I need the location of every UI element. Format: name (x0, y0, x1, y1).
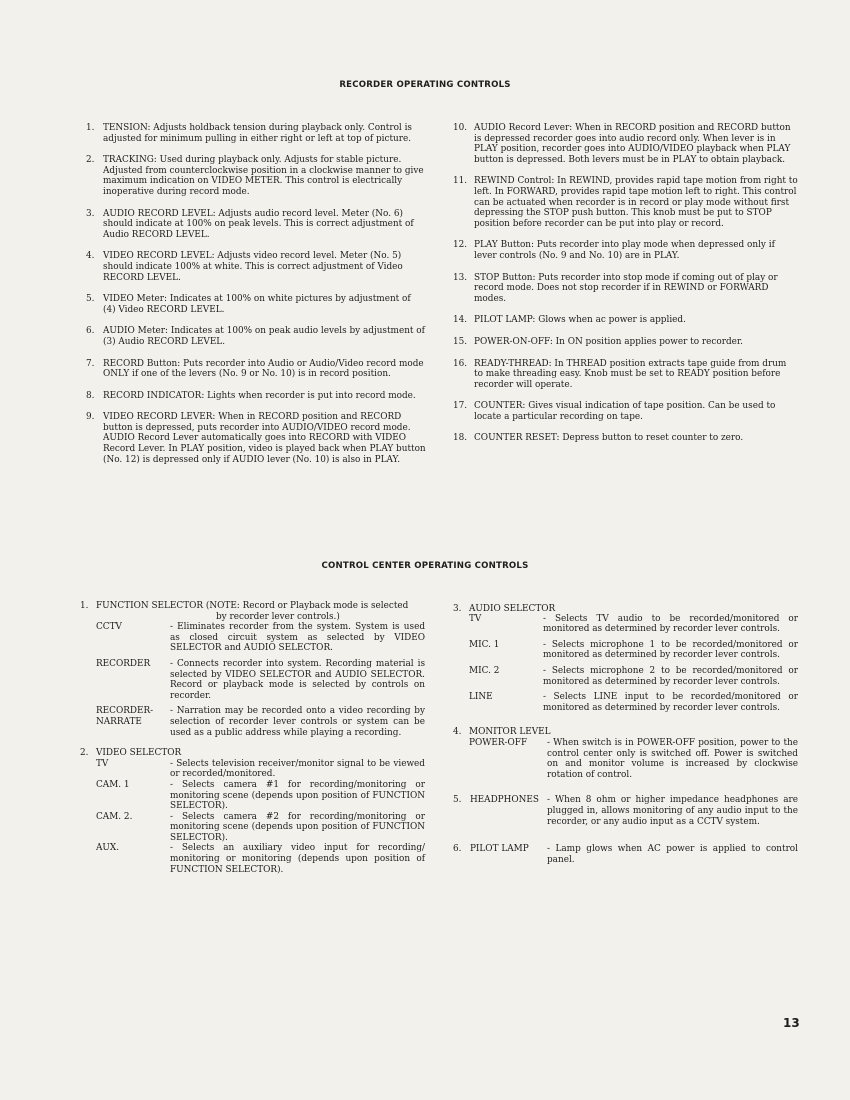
recorder-item-7 (86, 359, 426, 380)
item-number: 12. (453, 240, 468, 251)
page-number: 13 (783, 1016, 800, 1030)
recorder-item-8 (86, 391, 426, 402)
item-number: 5. (86, 294, 95, 305)
item-text: POWER-ON-OFF: In ON position applies power to recorder. (474, 336, 743, 347)
recorder-item-11 (453, 176, 798, 229)
monitor-level-title: 4. MONITOR LEVEL (453, 727, 551, 738)
item-text: AUDIO Meter: Indicates at 100% on peak audio levels by adjustment of (3) Audio RECORD LEVEL. (103, 326, 425, 347)
item-number: 4. (453, 727, 462, 738)
recorder-item-13 (453, 273, 798, 305)
recorder-item-6 (86, 326, 426, 347)
item-number: 7. (86, 358, 95, 369)
item-text: COUNTER RESET: Depress button to reset counter to zero. (474, 433, 744, 444)
item-text: AUDIO Record Lever: When in RECORD position and RECORD button is depressed recorder goes into audio record only. When lever is in PLAY position, recorder goes into AUDIO/VIDEO playback when PLAY button is depressed. Both levers must be in PLAY to obtain playback. (474, 123, 791, 165)
video-entry-aux: AUX. - Selects an auxiliary video input for recording/ monitoring or monitoring (depends upon position of FUNCTION SELECTOR). (96, 843, 425, 875)
function-selector-note-continued: by recorder lever controls.) (216, 611, 340, 622)
item-text: VIDEO RECORD LEVER: When in RECORD position and RECORD button is depressed, puts recorder into AUDIO/VIDEO record mode. AUDIO Record Lever automatically goes into RECORD with VIDEO Record Lever. In PLAY position, video is played back when PLAY button (No. 12) is depressed only if AUDIO lever (No. 10) is also in PLAY. (103, 412, 426, 465)
recorder-item-16 (453, 359, 798, 391)
item-number: 15. (453, 336, 468, 347)
item-number: 17. (453, 401, 468, 412)
item-number: 8. (86, 390, 95, 401)
recorder-item-2 (86, 155, 426, 197)
video-selector (80, 748, 425, 875)
item-number: 6. (453, 844, 462, 855)
recorder-item-1 (86, 123, 426, 144)
item-number: 1. (86, 123, 95, 133)
pilot-lamp-entry: 6. PILOT LAMP - Lamp glows when AC power is applied to control panel. (453, 844, 798, 865)
control-center-left-column (80, 601, 425, 875)
item-number: 1. (80, 601, 89, 611)
audio-entry-tv: TV - Selects TV audio to be recorded/monitored or monitored as determined by recorder lever controls. (469, 613, 798, 635)
video-entry-tv: TV - Selects television receiver/monitor signal to be viewed or recorded/monitored. (96, 758, 425, 780)
recorder-item-12 (453, 240, 798, 261)
item-text: REWIND Control: In REWIND, provides rapid tape motion from right to left. In FORWARD, provides rapid tape motion left to right. This control can be actuated when recorder is in record or play mode without first depressing the STOP push button. This knob must be put to STOP position before recorder can be put into play or record. (474, 176, 798, 229)
item-text: COUNTER: Gives visual indication of tape position. Can be used to locate a particular recording on tape. (474, 401, 776, 422)
item-number: 10. (453, 123, 468, 133)
video-entry-cam1: CAM. 1 - Selects camera #1 for recording/monitoring or monitoring scene (depends upon position of FUNCTION SELECTOR). (96, 779, 425, 812)
recorder-item-5 (86, 294, 426, 315)
recorder-controls-heading: RECORDER OPERATING CONTROLS (339, 80, 511, 90)
item-number: 18. (453, 433, 468, 444)
function-entry-recorder: RECORDER - Connects recorder into system. Recording material is selected by VIDEO SELECTOR and AUDIO SELECTOR. Record or playback mode is selected by controls on recorder. (96, 658, 425, 701)
item-text: RECORD Button: Puts recorder into Audio or Audio/Video record mode ONLY if one of the levers (No. 9 or No. 10) is in record position. (103, 358, 424, 380)
item-text: VIDEO Meter: Indicates at 100% on white pictures by adjustment of (4) Video RECORD LEVEL. (103, 294, 411, 315)
headphones-entry: 5. HEADPHONES - When 8 ohm or higher impedance headphones are plugged in, allows monitoring of any audio input to the recorder, or any audio input as a CCTV system. (453, 795, 798, 827)
recorder-item-4 (86, 251, 426, 283)
item-number: 14. (453, 315, 468, 326)
item-number: 13. (453, 272, 468, 283)
item-number: 5. (453, 795, 462, 806)
audio-entry-line: LINE - Selects LINE input to be recorded/monitored or monitored as determined by recorder lever controls. (469, 692, 798, 713)
recorder-right-column (453, 123, 798, 444)
item-text: TENSION: Adjusts holdback tension during playback only. Control is adjusted for minimum pulling in either right or left at top of picture. (103, 123, 412, 144)
item-number: 3. (86, 208, 95, 219)
item-number: 2. (86, 155, 95, 166)
function-selector-title: 1. FUNCTION SELECTOR (NOTE: Record or Playback mode is selected (80, 601, 409, 611)
recorder-left-column (86, 123, 426, 465)
monitor-level (453, 727, 798, 780)
function-selector (80, 601, 425, 738)
recorder-item-17 (453, 401, 798, 422)
recorder-item-18 (453, 433, 798, 444)
item-number: 4. (86, 251, 95, 262)
label-line-1: RECORDER- (96, 706, 154, 717)
item-number: 6. (86, 326, 95, 337)
item-number: 9. (86, 412, 95, 423)
item-text: RECORD INDICATOR: Lights when recorder is put into record mode. (103, 390, 416, 401)
recorder-item-15 (453, 337, 798, 348)
monitor-entry-power-off: POWER-OFF - When switch is in POWER-OFF position, power to the control center only is switched off. Power is switched on and monitor volume is increased by clockwise rotation of control. (469, 737, 798, 780)
video-selector-title: 2. VIDEO SELECTOR (80, 748, 182, 759)
audio-selector (453, 604, 798, 713)
function-entry-cctv: CCTV - Eliminates recorder from the system. System is used as closed circuit system as selected by VIDEO SELECTOR and AUDIO SELECTOR. (96, 622, 425, 654)
item-number: 3. (453, 604, 462, 614)
video-entry-cam2: CAM. 2. - Selects camera #2 for recording/monitoring or monitoring scene (depends upon position of FUNCTION SELECTOR). (96, 811, 425, 843)
function-entry-recorder-narrate: RECORDER- NARRATE - Narration may be recorded onto a video recording by selection of recorder lever controls or system can be used as a public address while playing a recording. (96, 706, 425, 738)
recorder-item-3 (86, 209, 426, 241)
label-line-2: NARRATE (96, 716, 142, 727)
item-text: VIDEO RECORD LEVEL: Adjusts video record level. Meter (No. 5) should indicate 100% at white. This is correct adjustment of Video RECORD LEVEL. (103, 251, 403, 283)
recorder-item-9 (86, 412, 426, 465)
item-number: 11. (453, 176, 468, 187)
item-text: AUDIO RECORD LEVEL: Adjusts audio record level. Meter (No. 6) should indicate at 100% on peak levels. This is correct adjustment of Audio RECORD LEVEL. (103, 208, 414, 240)
audio-entry-mic2: MIC. 2 - Selects microphone 2 to be recorded/monitored or monitored as determined by recorder lever controls. (469, 665, 798, 687)
recorder-item-14 (453, 315, 798, 326)
control-center-heading: CONTROL CENTER OPERATING CONTROLS (321, 561, 529, 571)
recorder-item-10 (453, 123, 798, 165)
control-center-right-column (453, 604, 798, 865)
item-text: STOP Button: Puts recorder into stop mode if coming out of play or record mode. Does not stop recorder if in REWIND or FORWARD modes. (474, 272, 778, 304)
item-number: 2. (80, 748, 89, 759)
item-text: PLAY Button: Puts recorder into play mode when depressed only if lever controls (No. 9 and No. 10) are in PLAY. (474, 240, 775, 261)
item-number: 16. (453, 358, 468, 369)
item-text: TRACKING: Used during playback only. Adjusts for stable picture. Adjusted from counterclockwise position in a clockwise manner to give maximum indication on VIDEO METER. This control is electrically inoperative during record mode. (103, 155, 424, 197)
item-text: READY-THREAD: In THREAD position extracts tape guide from drum to make threading easy. Knob must be set to READY position before recorder will operate. (474, 358, 787, 390)
item-text: PILOT LAMP: Glows when ac power is applied. (474, 315, 686, 326)
audio-selector-title: 3. AUDIO SELECTOR (453, 604, 556, 614)
audio-entry-mic1: MIC. 1 - Selects microphone 1 to be recorded/monitored or monitored as determined by recorder lever controls. (469, 639, 798, 661)
